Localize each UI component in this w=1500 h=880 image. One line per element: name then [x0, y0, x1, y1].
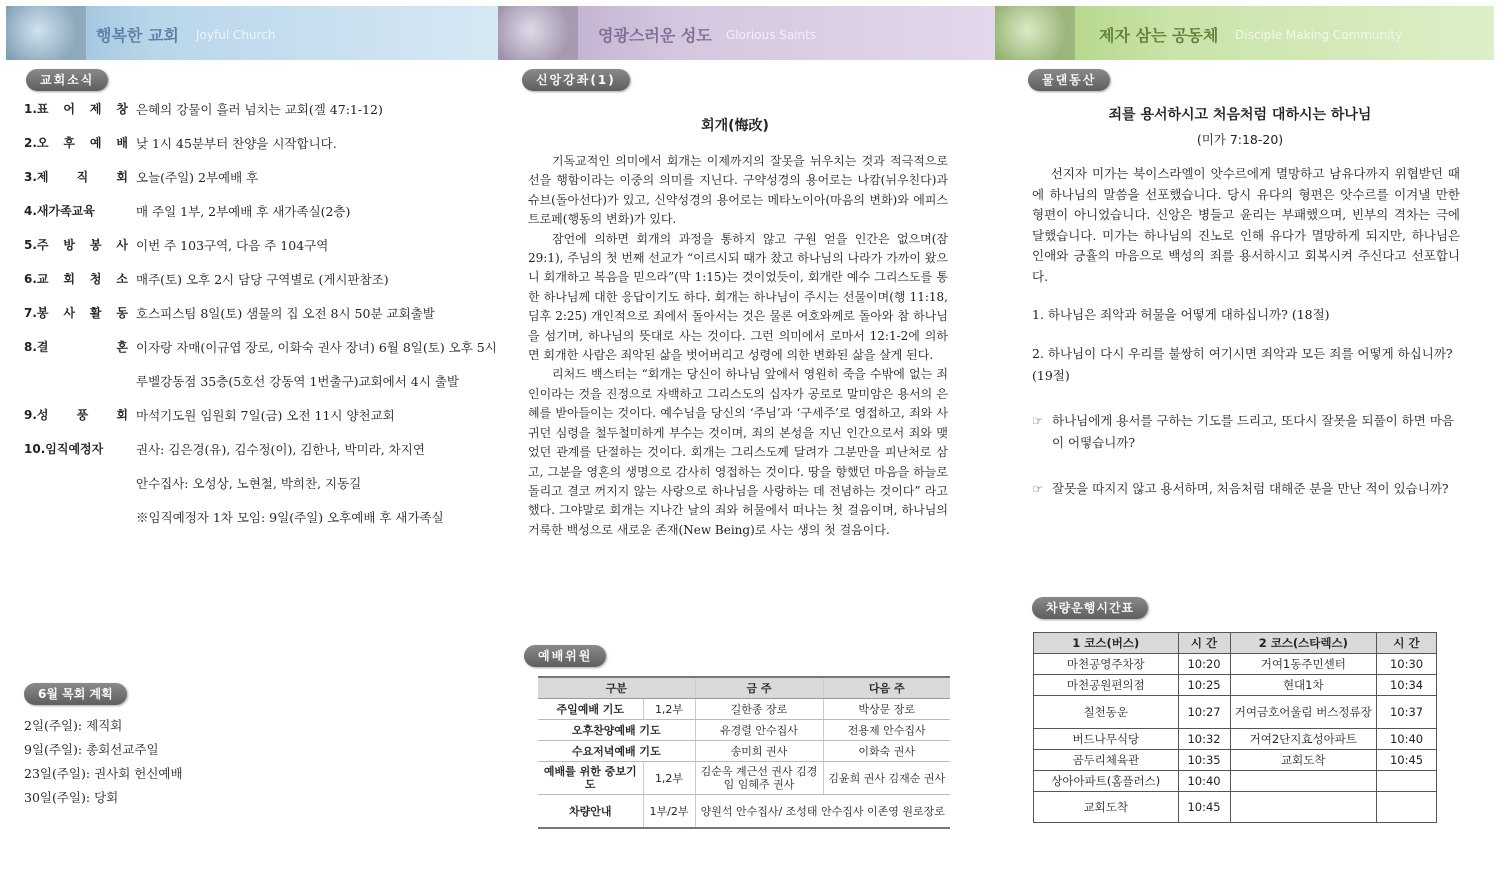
stop-cell: 버드나무식당 — [1034, 729, 1179, 750]
time-cell: 10:32 — [1178, 729, 1230, 750]
column-header: 2 코스(스타렉스) — [1230, 633, 1377, 654]
service-cell: 1부/2부 — [643, 795, 695, 829]
pointing-hand-icon: ☞ — [1032, 481, 1044, 496]
stop-cell: 현대1차 — [1230, 675, 1377, 696]
pastoral-plan-list — [24, 716, 183, 812]
plan-item: 2일(주일): 제직회 — [24, 718, 123, 733]
news-item-text: 호스피스팀 8일(토) 샘물의 집 오전 8시 50분 교회출발 — [136, 306, 435, 321]
stop-cell — [1230, 771, 1377, 792]
header-subtitle: Disciple Making Community — [1235, 28, 1403, 42]
news-item-label: 8.결 혼 — [24, 340, 128, 354]
role-cell: 오후찬양예배 기도 — [538, 720, 695, 741]
devotion-title: 죄를 용서하시고 처음처럼 대하시는 하나님 — [1108, 107, 1372, 123]
this-week-cell: 김순옥 계근선 권사 김경임 임혜주 권사 — [695, 762, 823, 795]
table-row — [538, 795, 950, 829]
header-subtitle: Joyful Church — [196, 28, 276, 42]
worship-committee-table — [538, 676, 950, 829]
table-row — [1034, 696, 1437, 729]
question-1: 1. 하나님은 죄악과 허물을 어떻게 대하십니까? (18절) — [1032, 307, 1330, 322]
time-cell: 10:20 — [1178, 654, 1230, 675]
service-cell: 1,2부 — [643, 699, 695, 720]
news-item-label: 10.임직예정자 — [24, 442, 104, 456]
news-item-text: 마석기도원 임원회 7일(금) 오전 11시 양천교회 — [136, 408, 395, 423]
table-row — [1034, 675, 1437, 696]
news-item — [24, 134, 484, 168]
news-item-text: 루벨강동점 35층(5호선 강동역 1번출구)교회에서 4시 출발 — [136, 374, 459, 389]
news-item — [24, 440, 484, 474]
news-item-label: 5.주 방 봉 사 — [24, 238, 128, 252]
news-item — [24, 270, 484, 304]
time-cell: 10:45 — [1178, 792, 1230, 823]
church-news-list — [24, 100, 497, 542]
devotion-paragraph: 선지자 미가는 북이스라엘이 앗수르에게 멸망하고 남유다까지 위협받던 때에 하나님의 말씀을 선포했습니다. 당시 유다의 형편은 앗수르를 이겨낼 만한 형편이 아니었습니다. 신앙은 병들고 윤리는 부패했으며, 빈부의 격차는 극에 달했습니다. 미가는 하나님의 진노로 인해 유다가 멸망하게 되지만, 하나님은 인애와 긍휼의 마음으로 백성의 죄를 용서하시고 회복시켜 주신다고 선포합니다. — [1032, 166, 1460, 284]
table-row — [1034, 750, 1437, 771]
header-title: 영광스러운 성도 — [598, 26, 712, 45]
news-item-text: 은혜의 강물이 흘러 넘치는 교회(겔 47:1-12) — [136, 102, 383, 117]
news-item — [24, 474, 484, 508]
stop-cell: 마천공영주차장 — [1034, 654, 1179, 675]
this-week-cell: 길한종 장로 — [695, 699, 823, 720]
news-item-label: 3.제 직 회 — [24, 170, 128, 184]
worship-committee-label: 예배위원 — [524, 645, 606, 667]
column-header: 다음 주 — [823, 677, 950, 699]
time-cell: 10:27 — [1178, 696, 1230, 729]
vehicle-schedule-label: 차량운행시간표 — [1032, 597, 1148, 619]
table-row — [1034, 792, 1437, 823]
role-cell: 예배를 위한 중보기도 — [538, 762, 643, 795]
news-item-label: 4.새가족교육 — [24, 204, 95, 218]
table-header-row — [538, 677, 950, 699]
time-cell: 10:35 — [1178, 750, 1230, 771]
news-item-text: 권사: 김은경(유), 김수정(이), 김한나, 박미라, 차지연 — [136, 442, 425, 457]
news-item-label: 2.오 후 예 배 — [24, 136, 128, 150]
news-item-text: 오늘(주일) 2부예배 후 — [136, 170, 259, 185]
column-header: 시 간 — [1377, 633, 1437, 654]
stop-cell: 교회도착 — [1230, 750, 1377, 771]
news-item-label: 1.표 어 제 창 — [24, 102, 128, 116]
news-item — [24, 406, 484, 440]
news-item-text: ※임직예정자 1차 모임: 9일(주일) 오후예배 후 새가족실 — [136, 510, 444, 525]
time-cell — [1377, 792, 1437, 823]
role-cell: 차량안내 — [538, 795, 643, 829]
time-cell: 10:40 — [1377, 729, 1437, 750]
this-week-cell: 양원석 안수집사/ 조성태 안수집사 이존영 원로장로 — [695, 795, 950, 829]
next-week-cell: 전용제 안수집사 — [823, 720, 950, 741]
table-row — [1034, 771, 1437, 792]
pastoral-plan-label: 6월 목회 계획 — [24, 683, 127, 705]
time-cell: 10:25 — [1178, 675, 1230, 696]
stop-cell: 곰두리체육관 — [1034, 750, 1179, 771]
time-cell: 10:30 — [1377, 654, 1437, 675]
this-week-cell: 송미희 권사 — [695, 741, 823, 762]
vehicle-schedule-table — [1033, 632, 1437, 823]
devotion-reference: (미가 7:18-20) — [1196, 132, 1284, 147]
news-item — [24, 168, 484, 202]
plan-item: 9일(주일): 총회선교주일 — [24, 742, 159, 757]
news-item-label: 9.성 풍 회 — [24, 408, 128, 422]
news-item — [24, 202, 484, 236]
header-band-glorious — [498, 6, 995, 60]
header-band-joyful — [6, 6, 498, 60]
news-item-text: 안수집사: 오성상, 노현철, 박희찬, 지동길 — [136, 476, 362, 491]
news-item-text: 이번 주 103구역, 다음 주 104구역 — [136, 238, 329, 253]
header-photo — [995, 6, 1075, 60]
news-item — [24, 508, 484, 542]
time-cell: 10:40 — [1178, 771, 1230, 792]
news-item-text: 낮 1시 45분부터 찬양을 시작합니다. — [136, 136, 337, 151]
plan-item: 30일(주일): 당회 — [24, 790, 119, 805]
next-week-cell: 박상문 장로 — [823, 699, 950, 720]
header-photo — [498, 6, 578, 60]
column-header: 시 간 — [1178, 633, 1230, 654]
time-cell: 10:37 — [1377, 696, 1437, 729]
lecture-title: 회개(悔改) — [701, 118, 769, 134]
column-header: 금 주 — [695, 677, 823, 699]
this-week-cell: 유경렬 안수집사 — [695, 720, 823, 741]
news-item-text: 이자랑 자매(이규엽 장로, 이화숙 권사 장녀) 6월 8일(토) 오후 5시 — [136, 340, 497, 355]
news-item-label: 6.교 회 청 소 — [24, 272, 128, 286]
stop-cell: 거여2단지효성아파트 — [1230, 729, 1377, 750]
question-2: 2. 하나님이 다시 우리를 불쌍히 여기시면 죄악과 모든 죄를 어떻게 하십니까? (19절) — [1032, 346, 1453, 383]
news-item-text: 매주(토) 오후 2시 담당 구역별로 (게시판참조) — [136, 272, 389, 287]
table-header-row — [1034, 633, 1437, 654]
service-cell: 1,2부 — [643, 762, 695, 795]
column-header: 1 코스(버스) — [1034, 633, 1179, 654]
application-text: 하나님에게 용서를 구하는 기도를 드리고, 또다시 잘못을 되풀이 하면 마음이 어떻습니까? — [1052, 413, 1454, 450]
time-cell: 10:34 — [1377, 675, 1437, 696]
lecture-body — [528, 152, 948, 540]
stop-cell: 칠천동운 — [1034, 696, 1179, 729]
stop-cell — [1230, 792, 1377, 823]
next-week-cell: 이화숙 권사 — [823, 741, 950, 762]
news-item-label: 7.봉 사 활 동 — [24, 306, 128, 320]
time-cell: 10:45 — [1377, 750, 1437, 771]
news-item — [24, 304, 484, 338]
role-cell: 주일예배 기도 — [538, 699, 643, 720]
column-header: 구분 — [538, 677, 695, 699]
lecture-paragraph: 리처드 백스터는 “회개는 당신이 하나님 앞에서 영원히 죽을 수밖에 없는 죄인이라는 것을 진정으로 자백하고 그리스도의 십자가 공로로 말미암은 용서의 은혜를 받아들이는 것이다. 예수님을 당신의 ‘주님’과 ‘구세주’로 영접하고, 죄와 사귀던 심령을 철두철미하게 부수는 것이며, 죄의 본성을 지닌 인간으로서 죄와 맺었던 관계를 단절하는 것이다. 회개는 그리스도께 달려가 그분만을 피난처로 삼고, 그분을 영혼의 생명으로 감사히 영접하는 것이다. 땅을 향했던 마음을 하늘로 돌리고 결코 꺼지지 않는 사랑으로 하나님을 사랑하는 데 전념하는 것이다” 라고 했다. 그야말로 회개는 지나간 날의 죄와 허물에서 떠나는 첫 걸음이며, 하나님의 거룩한 백성으로 새로운 존재(New Being)로 사는 생의 첫 걸음이다. — [528, 367, 948, 537]
stop-cell: 마천공원편의점 — [1034, 675, 1179, 696]
next-week-cell: 김윤희 권사 김재순 권사 — [823, 762, 950, 795]
devotion-body — [1032, 164, 1460, 288]
table-row — [538, 741, 950, 762]
lecture-label: 신앙강좌(1) — [522, 69, 630, 91]
stop-cell: 거여금호어울림 버스정류장 — [1230, 696, 1377, 729]
stop-cell: 교회도착 — [1034, 792, 1179, 823]
application-text: 잘못을 따지지 않고 용서하며, 처음처럼 대해준 분을 만난 적이 있습니까? — [1052, 481, 1449, 496]
application-1 — [1032, 410, 1462, 454]
table-row — [538, 699, 950, 720]
devotion-label: 물댄동산 — [1028, 69, 1110, 91]
header-photo — [6, 6, 86, 60]
lecture-paragraph: 기독교적인 의미에서 회개는 이제까지의 잘못을 뉘우치는 것과 적극적으로 선을 행함이라는 이중의 의미를 지닌다. 구약성경의 용어로는 나캄(뉘우친다)과 슈브(돌아선다)가 있고, 신약성경의 용어로는 메타노이아(마음의 변화)와 에피스트로페(행동의 변화)가 있다. — [528, 154, 948, 227]
plan-item: 23일(주일): 권사회 헌신예배 — [24, 766, 183, 781]
header-band-disciple — [995, 6, 1494, 60]
application-2 — [1032, 478, 1462, 500]
table-row — [1034, 654, 1437, 675]
news-item — [24, 338, 497, 372]
table-row — [538, 762, 950, 795]
news-item — [24, 100, 484, 134]
stop-cell: 거여1동주민센터 — [1230, 654, 1377, 675]
time-cell — [1377, 771, 1437, 792]
news-item — [24, 236, 484, 270]
header-title: 제자 삼는 공동체 — [1099, 26, 1219, 45]
stop-cell: 상아아파트(홈플러스) — [1034, 771, 1179, 792]
church-news-label: 교회소식 — [26, 69, 108, 91]
news-item-text: 매 주일 1부, 2부예배 후 새가족실(2층) — [136, 204, 351, 219]
pointing-hand-icon: ☞ — [1032, 413, 1044, 428]
table-row — [538, 720, 950, 741]
header-title: 행복한 교회 — [96, 26, 179, 45]
table-row — [1034, 729, 1437, 750]
lecture-paragraph: 잠언에 의하면 회개의 과정을 통하지 않고 구원 얻을 인간은 없으며(잠 29:1), 주님의 첫 번째 선교가 “이르시되 때가 찼고 하나님의 나라가 가까이 왔으니 회개하고 복음을 믿으라”(막 1:15)는 것이었듯이, 회개란 예수 그리스도를 통한 하나님께 대한 응답이기도 하다. 회개는 하나님이 주시는 선물이며(행 11:18, 딤후 2:25) 개인적으로 죄에서 돌아서는 것은 물론 여호와께로 돌아와 참 하나님을 섬기며, 하나님의 뜻대로 사는 것이다. 그런 의미에서 로마서 12:1-2에 의하면 회개한 사람은 죄악된 삶을 벗어버리고 성령에 의한 변화된 삶을 살게 된다. — [528, 231, 948, 363]
news-item — [24, 372, 484, 406]
header-subtitle: Glorious Saints — [726, 28, 817, 42]
role-cell: 수요저녁예배 기도 — [538, 741, 695, 762]
